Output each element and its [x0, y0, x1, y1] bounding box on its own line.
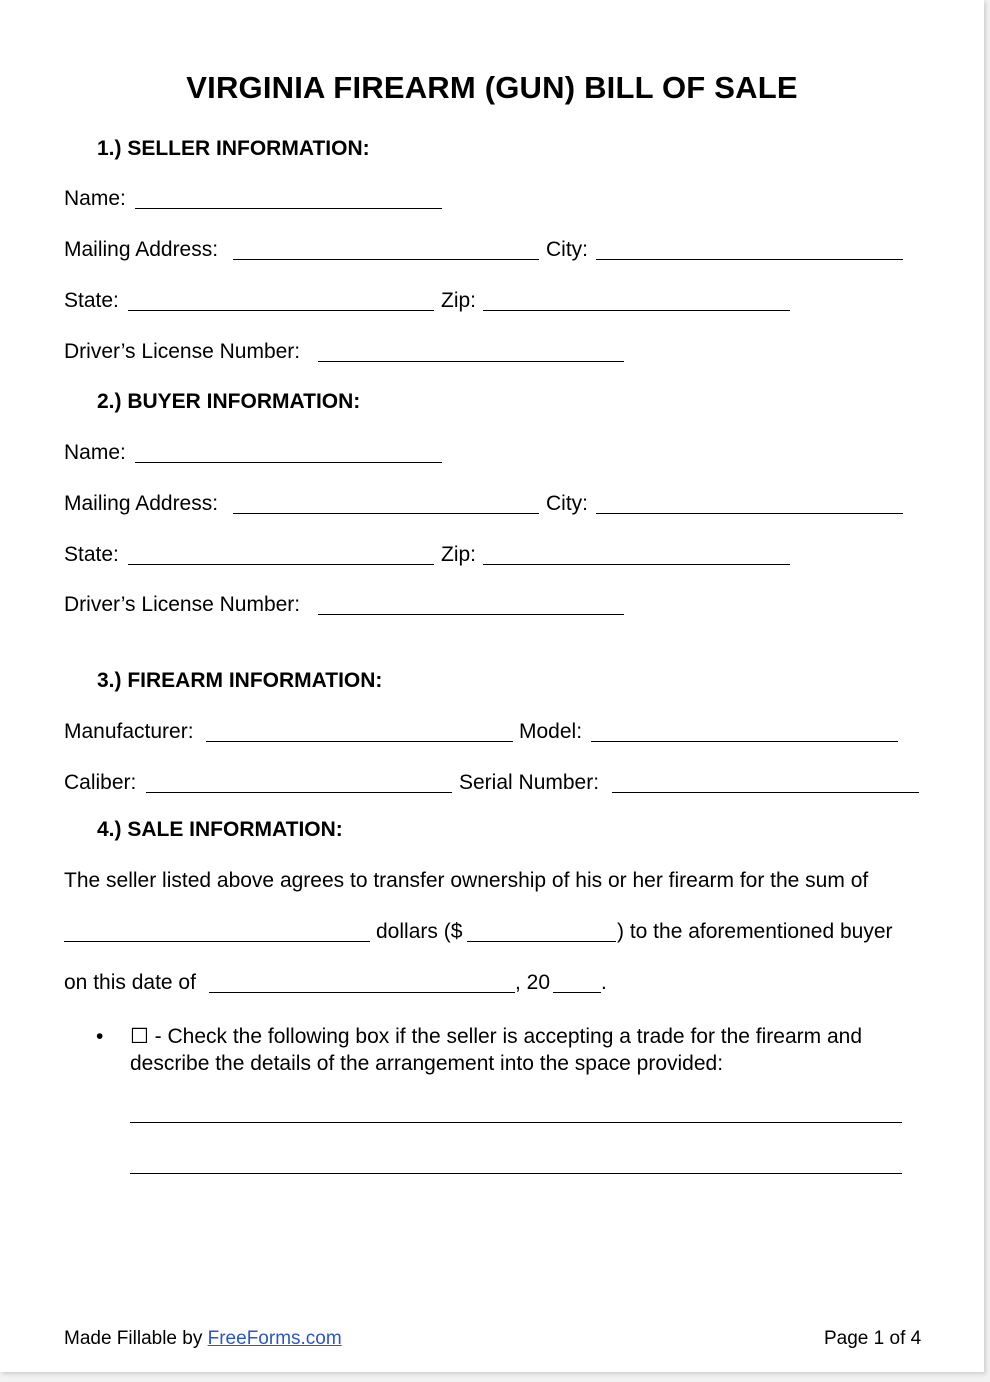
bullet-icon: •: [96, 1025, 104, 1048]
serial-number-label: Serial Number:: [459, 771, 600, 794]
seller-license-field[interactable]: [318, 361, 624, 362]
freeforms-link[interactable]: FreeForms.com: [207, 1328, 342, 1349]
caliber-label: Caliber:: [64, 771, 137, 794]
sale-date-field[interactable]: [209, 992, 515, 993]
seller-section-heading: 1.) SELLER INFORMATION:: [97, 137, 370, 160]
caliber-field[interactable]: [146, 792, 452, 793]
buyer-mailing-address-field[interactable]: [233, 513, 539, 514]
buyer-state-label: State:: [64, 543, 119, 566]
seller-name-field[interactable]: [135, 208, 442, 209]
sale-sentence-start: The seller listed above agrees to transfer ownership of his or her firearm for the sum of: [64, 869, 869, 892]
buyer-zip-field[interactable]: [483, 564, 790, 565]
model-field[interactable]: [591, 741, 898, 742]
sale-year-suffix: .: [601, 971, 607, 994]
seller-state-label: State:: [64, 289, 119, 312]
buyer-mailing-address-label: Mailing Address:: [64, 492, 219, 515]
firearm-section-heading: 3.) FIREARM INFORMATION:: [97, 669, 383, 692]
buyer-city-label: City:: [546, 492, 588, 515]
sale-year-field[interactable]: [553, 992, 601, 993]
buyer-license-field[interactable]: [318, 614, 624, 615]
seller-license-label: Driver’s License Number:: [64, 340, 301, 363]
trade-instruction-text: - Check the following box if the seller is accepting a trade for the firearm and describe the details of the arrangement into the space provided:: [130, 1025, 863, 1075]
serial-number-field[interactable]: [612, 792, 919, 793]
seller-state-field[interactable]: [128, 310, 434, 311]
footer-made-fillable: Made Fillable by: [64, 1328, 208, 1349]
sale-year-prefix: , 20: [515, 971, 551, 994]
footer-credit: [64, 1328, 342, 1350]
sale-dollars-text: dollars ($: [376, 920, 463, 943]
model-label: Model:: [519, 720, 583, 743]
buyer-city-field[interactable]: [596, 513, 903, 514]
buyer-zip-label: Zip:: [441, 543, 477, 566]
seller-mailing-address-label: Mailing Address:: [64, 238, 219, 261]
seller-city-field[interactable]: [596, 259, 903, 260]
buyer-name-label: Name:: [64, 441, 126, 464]
seller-zip-label: Zip:: [441, 289, 477, 312]
seller-city-label: City:: [546, 238, 588, 261]
buyer-state-field[interactable]: [128, 564, 434, 565]
manufacturer-field[interactable]: [206, 741, 513, 742]
trade-details-line-1[interactable]: [130, 1122, 902, 1123]
sale-buyer-text: ) to the aforementioned buyer: [617, 920, 893, 943]
manufacturer-label: Manufacturer:: [64, 720, 194, 743]
sale-section-heading: 4.) SALE INFORMATION:: [97, 818, 343, 841]
trade-details-line-2[interactable]: [130, 1173, 902, 1174]
seller-mailing-address-field[interactable]: [233, 259, 539, 260]
trade-paragraph: [130, 1023, 910, 1077]
sale-date-text: on this date of: [64, 971, 196, 994]
document-title: VIRGINIA FIREARM (GUN) BILL OF SALE: [186, 70, 798, 105]
sale-amount-words-field[interactable]: [64, 941, 370, 942]
buyer-license-label: Driver’s License Number:: [64, 593, 301, 616]
buyer-section-heading: 2.) BUYER INFORMATION:: [97, 390, 361, 413]
sale-amount-number-field[interactable]: [467, 941, 616, 942]
trade-checkbox[interactable]: ☐: [130, 1025, 149, 1048]
seller-name-label: Name:: [64, 187, 126, 210]
seller-zip-field[interactable]: [483, 310, 790, 311]
page-number: Page 1 of 4: [824, 1328, 922, 1349]
buyer-name-field[interactable]: [135, 462, 442, 463]
